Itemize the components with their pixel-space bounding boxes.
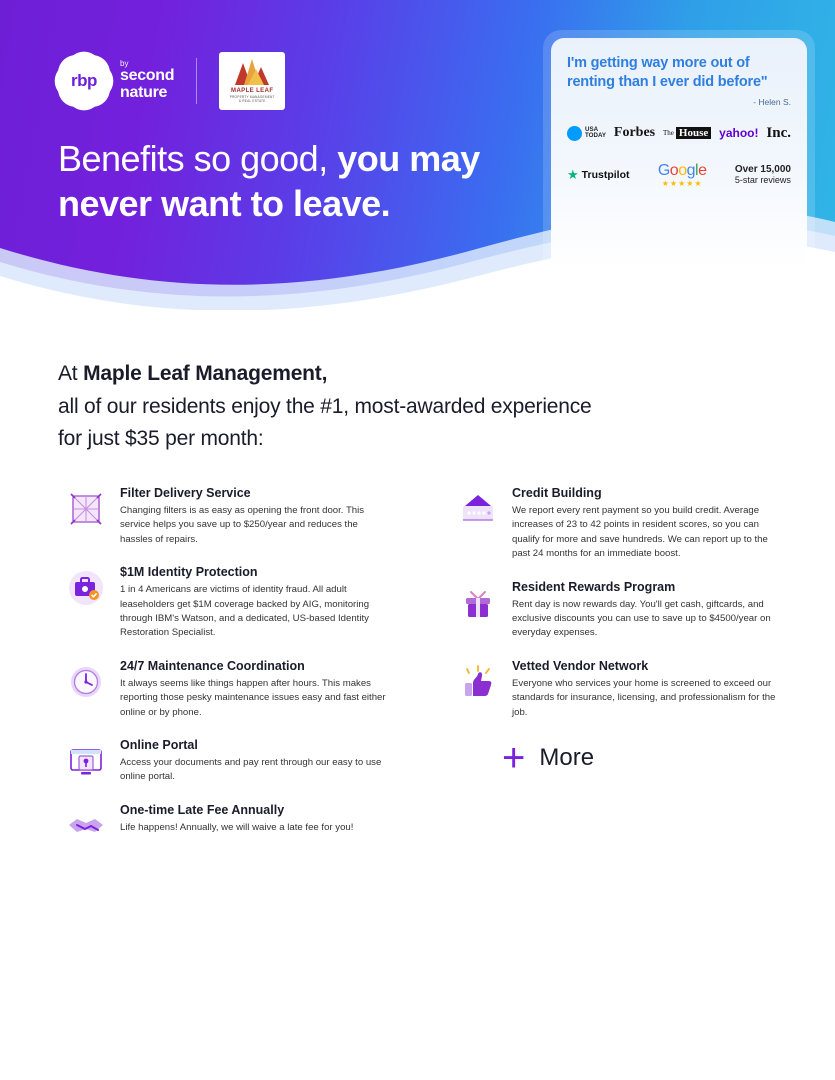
plus-icon: + xyxy=(502,735,526,780)
intro-line2: all of our residents enjoy the #1, most-awarded experience xyxy=(58,394,592,418)
trustpilot-star-icon: ★ xyxy=(567,166,579,182)
headline-part1: Benefits so good, xyxy=(58,138,338,179)
review-attribution: - Helen S. xyxy=(753,96,791,107)
maple-leaf-icon xyxy=(235,59,269,85)
handshake-icon xyxy=(58,803,114,847)
feature-title: $1M Identity Protection xyxy=(120,565,258,580)
trustpilot-logo xyxy=(567,167,630,183)
the-house-word: House xyxy=(676,127,711,139)
feature-item xyxy=(58,486,388,547)
feature-description: Everyone who services your home is screened to exceed our standards for insurance, licensing, and professionalism for the job. xyxy=(512,677,776,718)
headline-part2: never want to leave. xyxy=(58,183,391,225)
usa-today-line1: USA xyxy=(585,125,599,133)
second-nature-by: by xyxy=(120,59,129,68)
online-portal-icon xyxy=(58,738,114,785)
hero-banner xyxy=(0,0,835,310)
hero-headline xyxy=(58,136,578,227)
review-quote: I'm getting way more out of renting than I ever did before" xyxy=(567,55,768,91)
review-count-line1: Over 15,000 xyxy=(734,164,791,176)
maple-leaf-logo xyxy=(219,52,285,110)
second-nature-line2: nature xyxy=(120,84,168,102)
review-card xyxy=(543,30,815,278)
google-letter-5: l xyxy=(695,161,699,179)
feature-item xyxy=(450,580,780,641)
google-letter-2: o xyxy=(669,161,679,179)
feature-item xyxy=(58,565,388,641)
press-logos-row-2 xyxy=(567,162,791,188)
usa-today-dot-icon xyxy=(567,126,582,141)
review-count-line2: 5-star reviews xyxy=(734,175,791,186)
the-house-the: The xyxy=(663,129,674,138)
benefits-column-left xyxy=(58,486,388,865)
google-logo xyxy=(658,162,707,188)
thumbs-up-icon xyxy=(450,659,506,720)
credit-badge-icon xyxy=(450,486,506,562)
second-nature-line1: second xyxy=(120,67,175,85)
google-letter-1: G xyxy=(657,161,670,179)
feature-title: One-time Late Fee Annually xyxy=(120,802,285,817)
maple-leaf-subtitle: PROPERTY MANAGEMENT & REAL ESTATE xyxy=(229,95,275,103)
yahoo-logo: yahoo! xyxy=(719,126,759,141)
google-letter-4: g xyxy=(686,161,696,179)
second-nature-wordmark xyxy=(120,60,174,102)
benefits-column-right xyxy=(450,486,780,865)
the-house-logo xyxy=(663,127,711,139)
gift-icon xyxy=(450,580,506,641)
usa-today-logo xyxy=(567,126,606,141)
review-count xyxy=(735,164,791,185)
trustpilot-label: Trustpilot xyxy=(581,168,630,181)
usa-today-line2: TODAY xyxy=(585,132,606,140)
rbp-logo-text: rbp xyxy=(71,71,97,90)
identity-shield-icon xyxy=(58,565,114,641)
logo-divider xyxy=(196,58,197,104)
feature-description: Life happens! Annually, we will waive a late fee for you! xyxy=(120,821,354,833)
feature-title: Credit Building xyxy=(512,486,602,500)
google-letter-3: o xyxy=(678,161,687,179)
feature-description: Rent day is now rewards day. You'll get cash, giftcards, and exclusive discounts you can use to save up to $4500/year on everyday expenses. xyxy=(512,598,771,639)
intro-line1-prefix: At xyxy=(58,362,84,385)
benefits-columns xyxy=(58,486,783,865)
google-letter-6: e xyxy=(698,161,707,179)
intro-line3: for just $35 per month: xyxy=(58,427,264,451)
filter-icon xyxy=(58,486,114,547)
inc-logo: Inc. xyxy=(766,124,791,141)
feature-item xyxy=(58,738,388,785)
intro-text xyxy=(58,358,778,456)
google-stars-icon: ★★★★★ xyxy=(661,178,703,188)
feature-description: 1 in 4 Americans are victims of identity fraud. All adult leaseholders get $1M coverage backed by AIG, monitoring through IBM's Watson, and a dedicated, US-based Identity Restoration Specialist. xyxy=(120,584,370,639)
intro-company-name: Maple Leaf Management, xyxy=(83,362,328,385)
feature-item xyxy=(58,659,388,720)
feature-title: Vetted Vendor Network xyxy=(512,658,649,673)
more-label: More xyxy=(539,743,595,771)
feature-title: 24/7 Maintenance Coordination xyxy=(120,658,305,673)
more-row xyxy=(502,735,780,780)
feature-item xyxy=(450,486,780,562)
press-logos-row-1 xyxy=(567,125,791,142)
feature-title: Online Portal xyxy=(120,737,198,752)
clock-icon xyxy=(58,659,114,720)
feature-description: We report every rent payment so you build credit. Average increases of 23 to 42 points in resident scores, so you can qualify for more and save hundreds. We can report up to the past 24 months for an immediate boost. xyxy=(512,505,768,560)
maple-leaf-name: MAPLE LEAF xyxy=(231,88,274,94)
feature-item xyxy=(450,659,780,720)
forbes-logo: Forbes xyxy=(613,125,656,141)
feature-item xyxy=(58,803,388,847)
feature-description: Changing filters is as easy as opening the front door. This service helps you save up to $250/year and reduces the hassles of repairs. xyxy=(120,505,365,545)
feature-title: Resident Rewards Program xyxy=(512,579,676,594)
feature-title: Filter Delivery Service xyxy=(120,486,251,500)
headline-bold: you may xyxy=(337,138,480,179)
feature-description: Access your documents and pay rent through our easy to use online portal. xyxy=(120,756,382,783)
feature-description: It always seems like things happen after hours. This makes reporting those pesky maintenance issues easy and fast either online or by phone. xyxy=(120,677,386,718)
logo-row xyxy=(58,52,285,110)
rbp-logo-icon xyxy=(58,55,110,107)
